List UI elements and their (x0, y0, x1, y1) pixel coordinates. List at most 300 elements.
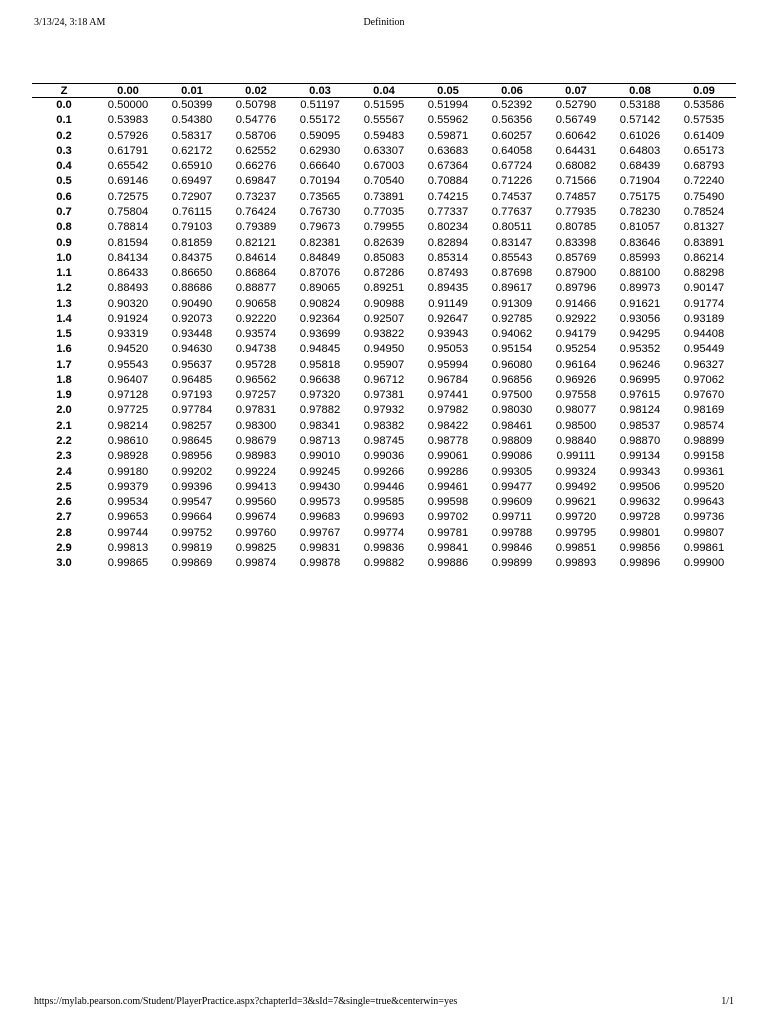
table-row (32, 403, 736, 418)
probability-cell: 0.99819 (171, 541, 213, 554)
probability-cell: 0.99324 (555, 465, 597, 478)
probability-cell: 0.87900 (555, 267, 597, 280)
probability-cell: 0.94630 (171, 343, 213, 356)
probability-cell: 0.65173 (683, 144, 725, 157)
z-value-cell: 1.3 (56, 297, 72, 310)
probability-cell: 0.90490 (171, 297, 213, 310)
probability-cell: 0.96407 (107, 373, 149, 386)
probability-cell: 0.62930 (299, 144, 341, 157)
probability-cell: 0.99036 (363, 450, 405, 463)
probability-cell: 0.79955 (363, 221, 405, 234)
probability-cell: 0.99534 (107, 496, 149, 509)
probability-cell: 0.53188 (619, 99, 661, 112)
probability-cell: 0.95543 (107, 358, 149, 371)
z-value-cell: 1.7 (56, 358, 72, 371)
probability-cell: 0.98124 (619, 404, 661, 417)
probability-cell: 0.97062 (683, 373, 725, 386)
probability-cell: 0.98169 (683, 404, 725, 417)
probability-cell: 0.99134 (619, 450, 661, 463)
probability-cell: 0.81594 (107, 236, 149, 249)
probability-cell: 0.99878 (299, 557, 341, 570)
probability-cell: 0.99711 (492, 511, 532, 524)
probability-cell: 0.95907 (363, 358, 405, 371)
probability-cell: 0.52790 (555, 99, 597, 112)
probability-cell: 0.99674 (235, 511, 277, 524)
probability-cell: 0.98778 (427, 434, 469, 447)
probability-cell: 0.99767 (299, 526, 341, 539)
probability-cell: 0.54776 (235, 114, 277, 127)
z-value-cell: 1.0 (56, 251, 72, 264)
probability-cell: 0.84614 (235, 251, 277, 264)
probability-cell: 0.91309 (491, 297, 533, 310)
probability-cell: 0.59483 (363, 129, 405, 142)
probability-cell: 0.77035 (363, 205, 405, 218)
z-value-cell: 0.1 (56, 114, 72, 127)
probability-cell: 0.77637 (491, 205, 533, 218)
probability-cell: 0.99865 (107, 557, 149, 570)
probability-cell: 0.87698 (491, 267, 533, 280)
probability-cell: 0.66276 (235, 160, 277, 173)
probability-cell: 0.84134 (107, 251, 149, 264)
z-value-cell: 1.5 (56, 328, 72, 341)
z-value-cell: 2.8 (56, 526, 72, 539)
probability-cell: 0.98983 (235, 450, 277, 463)
probability-cell: 0.71904 (619, 175, 661, 188)
z-value-cell: 2.1 (56, 419, 72, 432)
probability-cell: 0.97670 (683, 389, 725, 402)
probability-cell: 0.67724 (491, 160, 533, 173)
probability-cell: 0.99224 (235, 465, 277, 478)
probability-cell: 0.84849 (299, 251, 341, 264)
probability-cell: 0.79103 (171, 221, 213, 234)
z-value-cell: 2.6 (56, 496, 72, 509)
probability-cell: 0.55172 (299, 114, 341, 127)
probability-cell: 0.76424 (235, 205, 277, 218)
probability-cell: 0.88100 (619, 267, 661, 280)
probability-cell: 0.93943 (427, 328, 469, 341)
probability-cell: 0.78230 (619, 205, 661, 218)
probability-cell: 0.97381 (363, 389, 405, 402)
probability-cell: 0.92647 (427, 312, 469, 325)
probability-cell: 0.99774 (363, 526, 405, 539)
probability-cell: 0.99781 (427, 526, 469, 539)
table-row (32, 357, 736, 372)
probability-cell: 0.99752 (171, 526, 213, 539)
probability-cell: 0.98077 (555, 404, 597, 417)
probability-cell: 0.98679 (235, 434, 277, 447)
probability-cell: 0.98300 (235, 419, 277, 432)
probability-cell: 0.97558 (555, 389, 597, 402)
column-header: 0.05 (416, 84, 480, 98)
probability-cell: 0.88493 (107, 282, 149, 295)
print-datetime: 3/13/24, 3:18 AM (34, 17, 106, 28)
z-value-cell: 2.5 (56, 480, 72, 493)
column-header: 0.02 (224, 84, 288, 98)
z-value-cell: 2.2 (56, 434, 72, 447)
probability-cell: 0.99728 (619, 511, 661, 524)
probability-cell: 0.99086 (491, 450, 533, 463)
probability-cell: 0.62552 (235, 144, 277, 157)
probability-cell: 0.99882 (363, 557, 405, 570)
probability-cell: 0.99621 (555, 496, 597, 509)
probability-cell: 0.75490 (683, 190, 725, 203)
probability-cell: 0.52392 (491, 99, 533, 112)
probability-cell: 0.63683 (427, 144, 469, 157)
table-row (32, 128, 736, 143)
probability-cell: 0.79389 (235, 221, 277, 234)
probability-cell: 0.99520 (683, 480, 725, 493)
probability-cell: 0.99851 (555, 541, 597, 554)
probability-cell: 0.93189 (683, 312, 725, 325)
probability-cell: 0.57535 (683, 114, 725, 127)
column-header: 0.07 (544, 84, 608, 98)
table-row (32, 265, 736, 280)
probability-cell: 0.93319 (107, 328, 149, 341)
z-value-cell: 0.9 (56, 236, 72, 249)
z-value-cell: 1.4 (56, 312, 72, 325)
probability-cell: 0.74857 (555, 190, 597, 203)
probability-cell: 0.56356 (491, 114, 533, 127)
probability-cell: 0.99836 (363, 541, 405, 554)
probability-cell: 0.99720 (555, 511, 597, 524)
z-value-cell: 2.9 (56, 541, 72, 554)
probability-cell: 0.99801 (619, 526, 661, 539)
probability-cell: 0.88686 (171, 282, 213, 295)
probability-cell: 0.99492 (555, 480, 597, 493)
z-value-cell: 1.8 (56, 373, 72, 386)
probability-cell: 0.79673 (299, 221, 341, 234)
probability-cell: 0.97500 (491, 389, 533, 402)
probability-cell: 0.97725 (107, 404, 149, 417)
probability-cell: 0.86864 (235, 267, 277, 280)
table-row (32, 250, 736, 265)
probability-cell: 0.99807 (683, 526, 725, 539)
table-row (32, 113, 736, 128)
probability-cell: 0.98341 (299, 419, 341, 432)
table-row (32, 555, 736, 570)
probability-cell: 0.94738 (235, 343, 277, 356)
probability-cell: 0.99702 (427, 511, 469, 524)
probability-cell: 0.61409 (683, 129, 725, 142)
probability-cell: 0.63307 (363, 144, 405, 157)
probability-cell: 0.85543 (491, 251, 533, 264)
probability-cell: 0.81057 (619, 221, 661, 234)
probability-cell: 0.71226 (491, 175, 533, 188)
probability-cell: 0.74537 (491, 190, 533, 203)
probability-cell: 0.99744 (107, 526, 149, 539)
probability-cell: 0.99180 (107, 465, 149, 478)
probability-cell: 0.97615 (619, 389, 661, 402)
probability-cell: 0.99286 (427, 465, 469, 478)
probability-cell: 0.99111 (556, 450, 596, 463)
probability-cell: 0.96327 (683, 358, 725, 371)
probability-cell: 0.98809 (491, 434, 533, 447)
probability-cell: 0.99846 (491, 541, 533, 554)
probability-cell: 0.95637 (171, 358, 213, 371)
probability-cell: 0.98645 (171, 434, 213, 447)
probability-cell: 0.93822 (363, 328, 405, 341)
probability-cell: 0.69847 (235, 175, 277, 188)
probability-cell: 0.97932 (363, 404, 405, 417)
probability-cell: 0.99061 (427, 450, 469, 463)
probability-cell: 0.78814 (107, 221, 149, 234)
probability-cell: 0.99506 (619, 480, 661, 493)
probability-cell: 0.99396 (171, 480, 213, 493)
probability-cell: 0.72575 (107, 190, 149, 203)
probability-cell: 0.77935 (555, 205, 597, 218)
probability-cell: 0.90658 (235, 297, 277, 310)
probability-cell: 0.89617 (491, 282, 533, 295)
probability-cell: 0.99430 (299, 480, 341, 493)
probability-cell: 0.90320 (107, 297, 149, 310)
probability-cell: 0.99643 (683, 496, 725, 509)
probability-cell: 0.99461 (427, 480, 469, 493)
probability-cell: 0.90147 (683, 282, 725, 295)
probability-cell: 0.73891 (363, 190, 405, 203)
probability-cell: 0.82894 (427, 236, 469, 249)
probability-cell: 0.68082 (555, 160, 597, 173)
probability-cell: 0.98422 (427, 419, 469, 432)
probability-cell: 0.99266 (363, 465, 405, 478)
probability-cell: 0.99632 (619, 496, 661, 509)
probability-cell: 0.70884 (427, 175, 469, 188)
probability-cell: 0.67364 (427, 160, 469, 173)
probability-cell: 0.96485 (171, 373, 213, 386)
probability-cell: 0.69146 (107, 175, 149, 188)
probability-cell: 0.97831 (235, 404, 277, 417)
probability-cell: 0.85083 (363, 251, 405, 264)
probability-cell: 0.59871 (427, 129, 469, 142)
probability-cell: 0.56749 (555, 114, 597, 127)
probability-cell: 0.96995 (619, 373, 661, 386)
probability-cell: 0.99573 (299, 496, 341, 509)
probability-cell: 0.98382 (363, 419, 405, 432)
probability-cell: 0.84375 (171, 251, 213, 264)
probability-cell: 0.73237 (235, 190, 277, 203)
probability-cell: 0.96638 (299, 373, 341, 386)
column-header: 0.01 (160, 84, 224, 98)
probability-cell: 0.71566 (555, 175, 597, 188)
table-row (32, 189, 736, 204)
probability-cell: 0.95254 (555, 343, 597, 356)
table-row (32, 525, 736, 540)
probability-cell: 0.99813 (107, 541, 149, 554)
probability-cell: 0.61026 (619, 129, 661, 142)
probability-cell: 0.99413 (235, 480, 277, 493)
probability-cell: 0.64431 (555, 144, 597, 157)
z-value-cell: 3.0 (56, 557, 72, 570)
probability-cell: 0.97320 (299, 389, 341, 402)
probability-cell: 0.99379 (107, 480, 149, 493)
probability-cell: 0.57142 (619, 114, 661, 127)
table-row (32, 372, 736, 387)
probability-cell: 0.99598 (427, 496, 469, 509)
table-row (32, 388, 736, 403)
probability-cell: 0.83398 (555, 236, 597, 249)
probability-cell: 0.87286 (363, 267, 405, 280)
probability-cell: 0.94408 (683, 328, 725, 341)
probability-cell: 0.89435 (427, 282, 469, 295)
probability-cell: 0.62172 (171, 144, 213, 157)
probability-cell: 0.99609 (491, 496, 533, 509)
probability-cell: 0.96164 (555, 358, 597, 371)
probability-cell: 0.50399 (171, 99, 213, 112)
probability-cell: 0.93448 (171, 328, 213, 341)
probability-cell: 0.99683 (299, 511, 341, 524)
probability-cell: 0.91774 (683, 297, 725, 310)
probability-cell: 0.66640 (299, 160, 341, 173)
probability-cell: 0.81859 (171, 236, 213, 249)
probability-cell: 0.55567 (363, 114, 405, 127)
table-row (32, 174, 736, 189)
probability-cell: 0.83147 (491, 236, 533, 249)
probability-cell: 0.57926 (107, 129, 149, 142)
probability-cell: 0.98461 (491, 419, 533, 432)
table-row (32, 296, 736, 311)
probability-cell: 0.99343 (619, 465, 661, 478)
probability-cell: 0.83891 (683, 236, 725, 249)
probability-cell: 0.95818 (299, 358, 341, 371)
z-value-cell: 0.0 (56, 99, 72, 112)
probability-cell: 0.99202 (171, 465, 213, 478)
probability-cell: 0.99158 (683, 450, 725, 463)
probability-cell: 0.58706 (235, 129, 277, 142)
probability-cell: 0.97784 (171, 404, 213, 417)
probability-cell: 0.99560 (235, 496, 277, 509)
probability-cell: 0.93699 (299, 328, 341, 341)
probability-cell: 0.72907 (171, 190, 213, 203)
probability-cell: 0.64803 (619, 144, 661, 157)
z-value-cell: 0.8 (56, 221, 72, 234)
probability-cell: 0.98030 (491, 404, 533, 417)
table-row (32, 281, 736, 296)
probability-cell: 0.68793 (683, 160, 725, 173)
probability-cell: 0.98840 (555, 434, 597, 447)
column-header: 0.03 (288, 84, 352, 98)
z-table (32, 83, 736, 571)
probability-cell: 0.99585 (363, 496, 405, 509)
probability-cell: 0.92073 (171, 312, 213, 325)
column-header-z: Z (32, 84, 96, 98)
column-header: 0.08 (608, 84, 672, 98)
probability-cell: 0.98713 (299, 434, 341, 447)
probability-cell: 0.99010 (299, 450, 341, 463)
probability-cell: 0.50000 (107, 99, 149, 112)
probability-cell: 0.99693 (363, 511, 405, 524)
probability-cell: 0.97882 (299, 404, 341, 417)
probability-cell: 0.53586 (683, 99, 725, 112)
probability-cell: 0.94845 (299, 343, 341, 356)
page-title: Definition (363, 17, 405, 28)
probability-cell: 0.95053 (427, 343, 469, 356)
probability-cell: 0.64058 (491, 144, 533, 157)
probability-cell: 0.94520 (107, 343, 149, 356)
probability-cell: 0.89251 (363, 282, 405, 295)
probability-cell: 0.83646 (619, 236, 661, 249)
probability-cell: 0.89973 (619, 282, 661, 295)
probability-cell: 0.98899 (683, 434, 725, 447)
probability-cell: 0.77337 (427, 205, 469, 218)
table-row (32, 159, 736, 174)
probability-cell: 0.75175 (619, 190, 661, 203)
probability-cell: 0.92507 (363, 312, 405, 325)
probability-cell: 0.96246 (619, 358, 661, 371)
probability-cell: 0.80785 (555, 221, 597, 234)
probability-cell: 0.98610 (107, 434, 149, 447)
probability-cell: 0.94295 (619, 328, 661, 341)
probability-cell: 0.98257 (171, 419, 213, 432)
probability-cell: 0.60642 (555, 129, 597, 142)
probability-cell: 0.96856 (491, 373, 533, 386)
probability-cell: 0.99795 (555, 526, 597, 539)
probability-cell: 0.72240 (683, 175, 725, 188)
probability-cell: 0.96926 (555, 373, 597, 386)
probability-cell: 0.95449 (683, 343, 725, 356)
column-header: 0.04 (352, 84, 416, 98)
probability-cell: 0.86433 (107, 267, 149, 280)
probability-cell: 0.82121 (235, 236, 277, 249)
probability-cell: 0.99305 (491, 465, 533, 478)
probability-cell: 0.73565 (299, 190, 341, 203)
probability-cell: 0.96080 (491, 358, 533, 371)
probability-cell: 0.91149 (428, 297, 468, 310)
probability-cell: 0.68439 (619, 160, 661, 173)
probability-cell: 0.85314 (427, 251, 469, 264)
table-row (32, 479, 736, 494)
probability-cell: 0.98745 (363, 434, 405, 447)
probability-cell: 0.81327 (683, 221, 725, 234)
z-value-cell: 0.6 (56, 190, 72, 203)
z-value-cell: 2.4 (56, 465, 72, 478)
probability-cell: 0.93056 (619, 312, 661, 325)
probability-cell: 0.97128 (107, 389, 149, 402)
probability-cell: 0.74215 (427, 190, 469, 203)
probability-cell: 0.88298 (683, 267, 725, 280)
probability-cell: 0.95994 (427, 358, 469, 371)
probability-cell: 0.82381 (299, 236, 341, 249)
z-value-cell: 0.7 (56, 205, 72, 218)
table-row (32, 494, 736, 509)
probability-cell: 0.99245 (299, 465, 341, 478)
table-row (32, 433, 736, 448)
probability-cell: 0.91924 (107, 312, 149, 325)
probability-cell: 0.75804 (107, 205, 149, 218)
probability-cell: 0.87076 (299, 267, 341, 280)
table-row (32, 220, 736, 235)
table-row (32, 342, 736, 357)
probability-cell: 0.91621 (619, 297, 661, 310)
probability-cell: 0.96784 (427, 373, 469, 386)
table-row (32, 204, 736, 219)
table-row (32, 311, 736, 326)
probability-cell: 0.65542 (107, 160, 149, 173)
header-row (32, 84, 736, 98)
probability-cell: 0.98574 (683, 419, 725, 432)
column-header: 0.09 (672, 84, 736, 98)
probability-cell: 0.99886 (427, 557, 469, 570)
column-header: 0.00 (96, 84, 160, 98)
probability-cell: 0.97193 (171, 389, 213, 402)
probability-cell: 0.98870 (619, 434, 661, 447)
probability-cell: 0.88877 (235, 282, 277, 295)
z-value-cell: 2.3 (56, 450, 72, 463)
z-value-cell: 1.2 (56, 282, 72, 295)
probability-cell: 0.67003 (363, 160, 405, 173)
probability-cell: 0.85769 (555, 251, 597, 264)
probability-cell: 0.95154 (491, 343, 533, 356)
print-footer (34, 996, 734, 1010)
probability-cell: 0.55962 (427, 114, 469, 127)
